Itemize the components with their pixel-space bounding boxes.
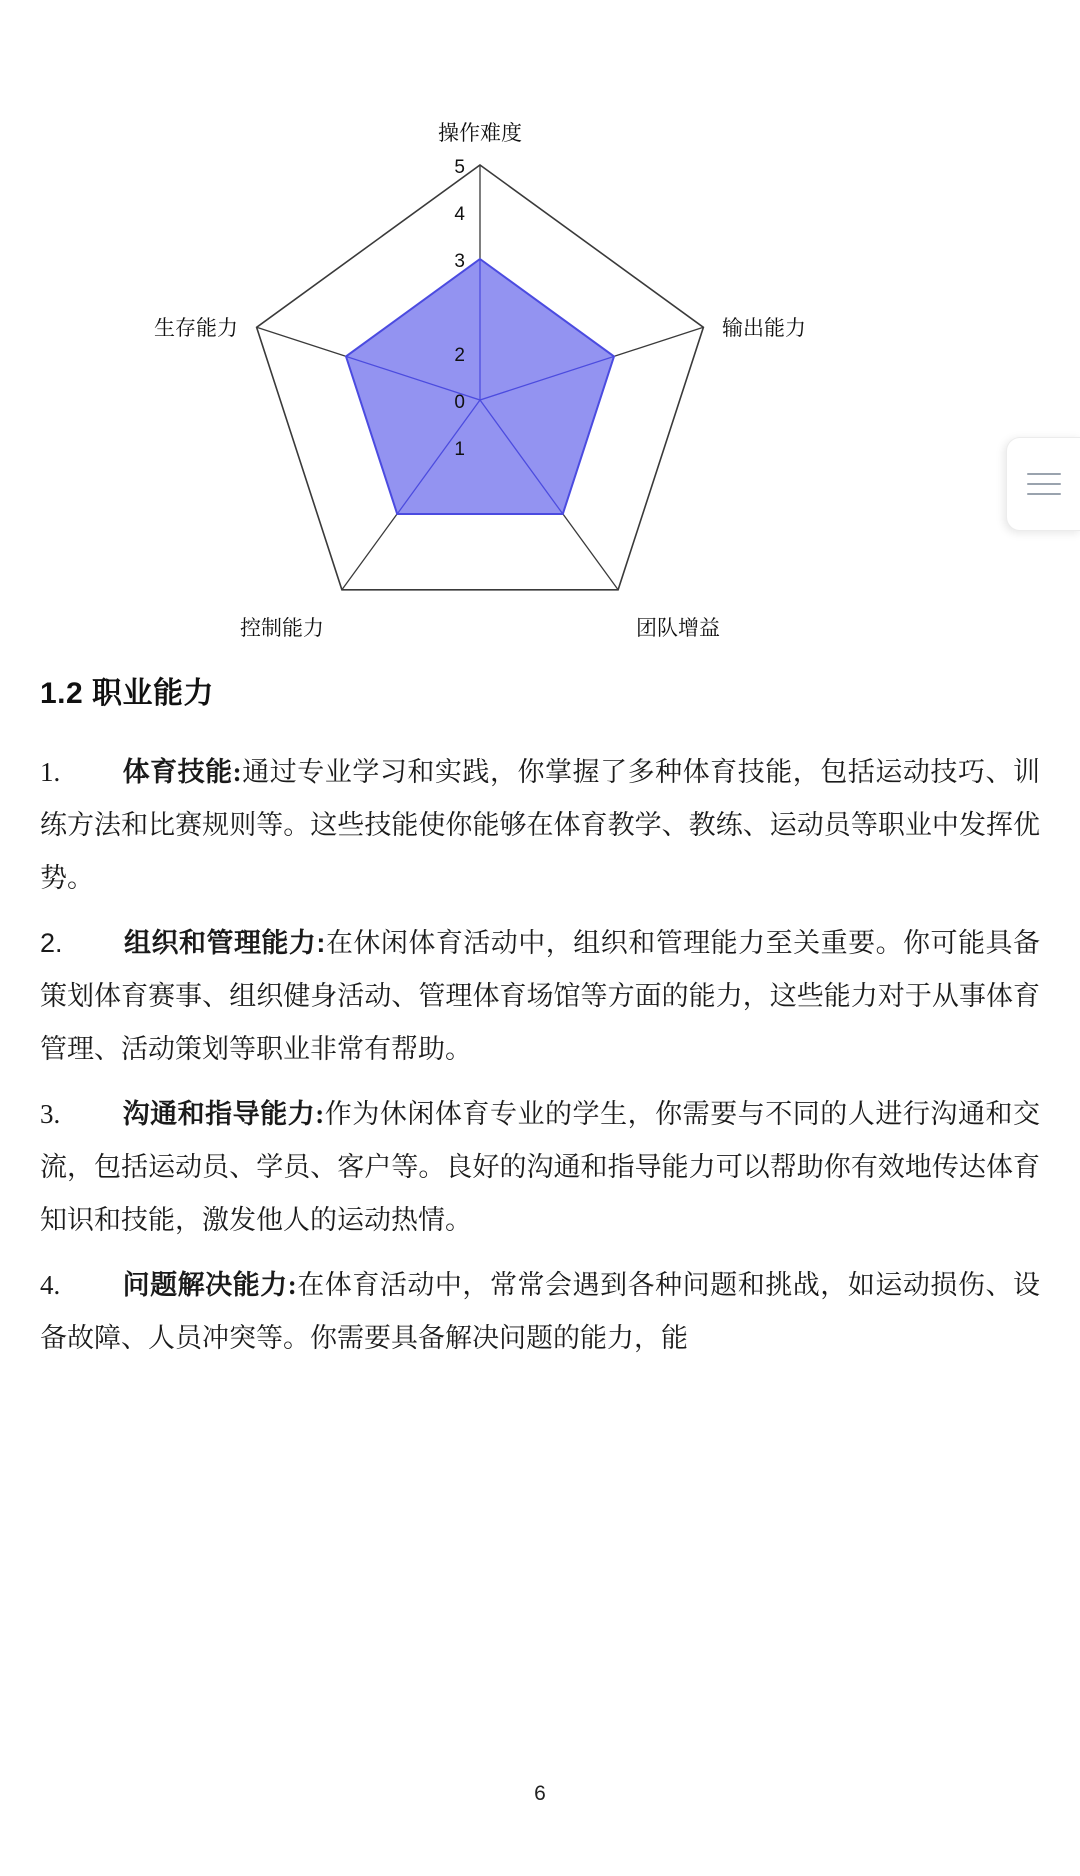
list-item-text: 作为休闲体育专业的学生，你需要与不同的人进行沟通和交流，包括运动员、学员、客户等。良好的沟通和指导能力可以帮助你有效地传达体育知识和技能，激发他人的运动热情。 <box>40 1099 1041 1235</box>
page-title: 1.2 职业能力 <box>40 677 215 710</box>
radar-axis-label-3: 控制能力 <box>240 617 324 640</box>
list-item <box>40 1088 1040 1247</box>
radar-chart <box>90 95 910 640</box>
hamburger-menu-icon <box>1027 473 1061 495</box>
document-body <box>40 668 1040 1377</box>
list-item <box>40 1259 1040 1365</box>
radar-axis-label-0: 操作难度 <box>438 122 522 145</box>
list-item <box>40 917 1040 1076</box>
radar-tick-4: 4 <box>454 204 465 225</box>
radar-tick-2: 2 <box>454 345 465 366</box>
radar-axis-label-2: 团队增益 <box>636 617 720 640</box>
radar-tick-3: 3 <box>454 251 465 272</box>
radar-tick-1: 1 <box>454 439 465 460</box>
list-item-number: 2. <box>40 928 63 958</box>
radar-axis-label-4: 生存能力 <box>154 317 238 340</box>
list-item-lead: 沟通和指导能力: <box>122 1099 325 1129</box>
radar-axis-label-1: 输出能力 <box>722 317 806 340</box>
radar-tick-5: 5 <box>454 157 465 178</box>
list-item <box>40 746 1040 905</box>
list-item-lead: 组织和管理能力: <box>124 928 326 958</box>
list-item-lead: 问题解决能力: <box>122 1270 297 1300</box>
list-item-number: 4. <box>40 1270 61 1300</box>
list-item-lead: 体育技能: <box>122 757 242 787</box>
list-item-text: 在休闲体育活动中，组织和管理能力至关重要。你可能具备策划体育赛事、组织健身活动、管理体育场馆等方面的能力，这些能力对于从事体育管理、活动策划等职业非常有帮助。 <box>40 928 1040 1064</box>
list-item-text: 在体育活动中，常常会遇到各种问题和挑战，如运动损伤、设备故障、人员冲突等。你需要具备解决问题的能力，能 <box>40 1270 1041 1353</box>
floating-menu-button[interactable] <box>1006 437 1080 531</box>
list-item-number: 1. <box>40 757 61 787</box>
list-item-number: 3. <box>40 1099 61 1129</box>
page-number: 6 <box>534 1782 546 1805</box>
radar-tick-0: 0 <box>454 392 465 413</box>
list-item-text: 通过专业学习和实践，你掌握了多种体育技能，包括运动技巧、训练方法和比赛规则等。这些技能使你能够在体育教学、教练、运动员等职业中发挥优势。 <box>40 757 1040 893</box>
